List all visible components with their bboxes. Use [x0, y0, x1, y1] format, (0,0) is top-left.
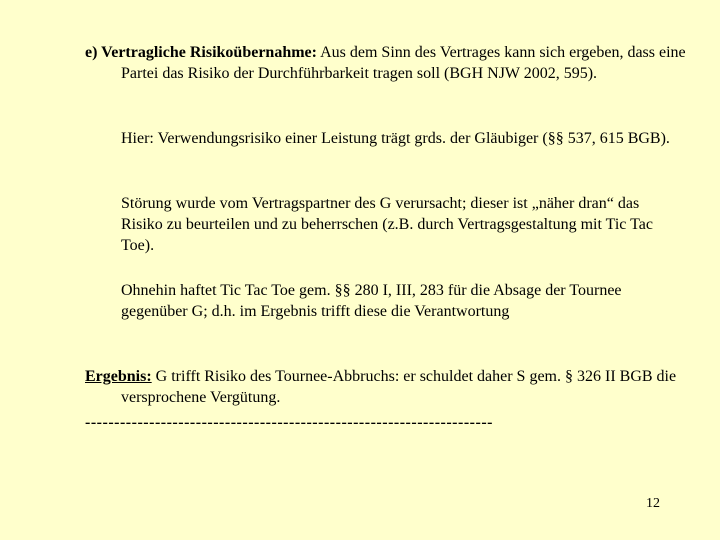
- section-paragraph: [85, 42, 720, 84]
- paragraph-verwendungsrisiko: Hier: Verwendungsrisiko einer Leistung trägt grds. der Gläubiger (§§ 537, 615 BGB).: [121, 130, 670, 147]
- result-text: G trifft Risiko des Tournee-Abbruchs: er schuldet daher S gem. § 326 II BGB die versprochene Vergütung.: [121, 368, 677, 406]
- result-paragraph: [85, 366, 720, 408]
- result-label: Ergebnis:: [85, 368, 152, 385]
- page-number: 12: [646, 496, 660, 511]
- section-heading: e) Vertragliche Risikoübernahme:: [85, 44, 317, 61]
- paragraph-haftung: Ohnehin haftet Tic Tac Toe gem. §§ 280 I, III, 283 für die Absage der Tournee gegenüber G; d.h. im Ergebnis trifft diese die Verantwortung: [121, 282, 622, 320]
- paragraph-stoerung: Störung wurde vom Vertragspartner des G verursacht; dieser ist „näher dran“ das Risiko zu beurteilen und zu beherrschen (z.B. durch Vertragsgestaltung mit Tic Tac Toe).: [121, 195, 653, 254]
- dashed-divider: ----------------------------------------------------------------------: [85, 414, 493, 431]
- section-text: Aus dem Sinn des Vertrages kann sich ergeben, dass eine Partei das Risiko der Durchführbarkeit tragen soll (BGH NJW 2002, 595).: [121, 44, 686, 82]
